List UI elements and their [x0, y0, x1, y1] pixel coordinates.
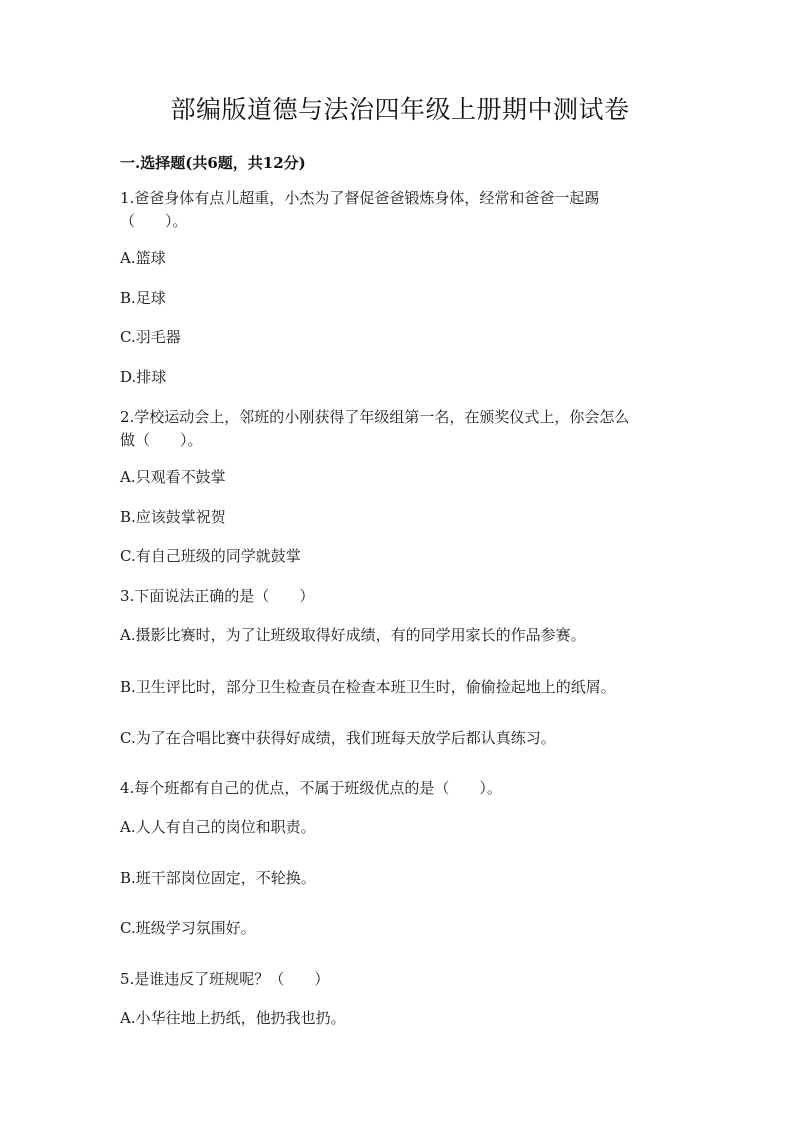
question-1-option-a: A.篮球	[120, 249, 166, 267]
question-1-stem-line-1: 1.爸爸身体有点儿超重，小杰为了督促爸爸锻炼身体，经常和爸爸一起踢	[120, 189, 600, 207]
question-1-option-b: B.足球	[120, 289, 166, 307]
question-2-option-b: B.应该鼓掌祝贺	[120, 508, 226, 526]
question-5-stem: 5.是谁违反了班规呢？（ ）	[120, 970, 330, 988]
question-2-option-a: A.只观看不鼓掌	[120, 468, 226, 486]
question-5-option-a: A.小华往地上扔纸，他扔我也扔。	[120, 1009, 346, 1027]
exam-title: 部编版道德与法治四年级上册期中测试卷	[170, 95, 630, 124]
question-3-stem: 3.下面说法正确的是（ ）	[120, 587, 315, 605]
question-2-stem-line-2: 做（ ）。	[120, 431, 203, 449]
question-1-option-d: D.排球	[120, 368, 167, 386]
section-heading: 一.选择题(共6题，共12分)	[120, 154, 306, 172]
question-3-option-b: B.卫生评比时，部分卫生检查员在检查本班卫生时，偷偷捡起地上的纸屑。	[120, 678, 616, 696]
question-1-option-c: C.羽毛器	[120, 328, 181, 346]
question-1-stem-line-2: （ ）。	[120, 212, 188, 230]
question-3-option-c: C.为了在合唱比赛中获得好成绩，我们班每天放学后都认真练习。	[120, 729, 556, 747]
question-4-option-a: A.人人有自己的岗位和职责。	[120, 818, 316, 836]
question-3-option-a: A.摄影比赛时，为了让班级取得好成绩，有的同学用家长的作品参赛。	[120, 626, 586, 644]
question-2-stem-line-1: 2.学校运动会上，邻班的小刚获得了年级组第一名，在颁奖仪式上，你会怎么	[120, 408, 630, 426]
question-2-option-c: C.有自己班级的同学就鼓掌	[120, 547, 301, 565]
question-4-option-b: B.班干部岗位固定，不轮换。	[120, 869, 316, 887]
question-4-stem: 4.每个班都有自己的优点，不属于班级优点的是（ ）。	[120, 779, 502, 797]
question-4-option-c: C.班级学习氛围好。	[120, 919, 256, 937]
